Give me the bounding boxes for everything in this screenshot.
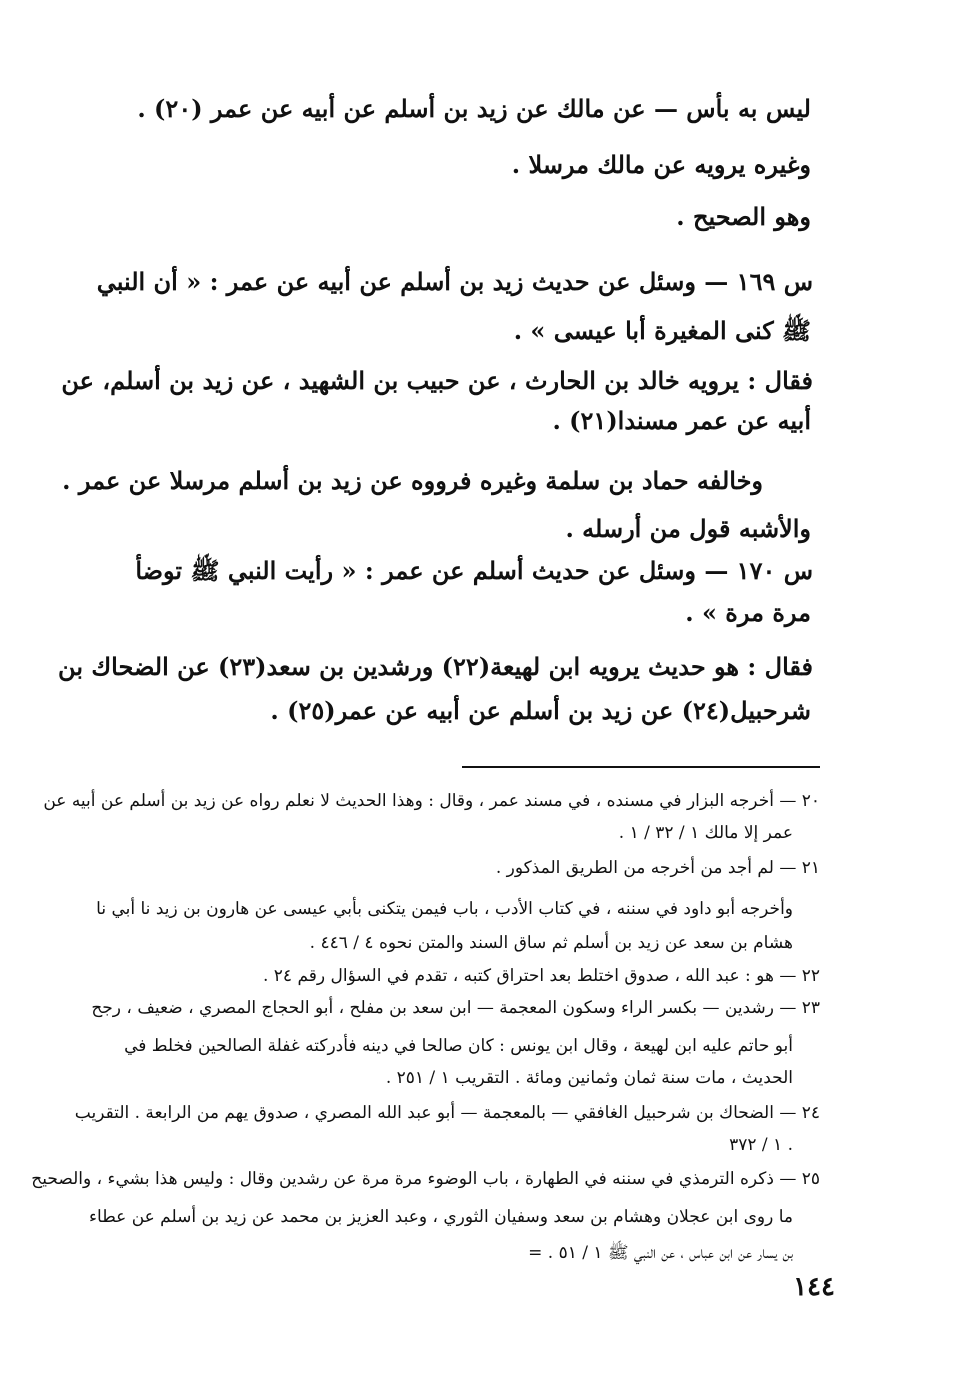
body-line-1: ليس به بأس — عن مالك عن زيد بن أسلم عن أبيه عن عمر (٢٠) . xyxy=(137,94,811,123)
body-line-question-170: س ١٧٠ — وسئل عن حديث أسلم عن عمر : « رأيت النبي ﷺ توضأ xyxy=(135,556,813,585)
page-number: ١٤٤ xyxy=(793,1272,835,1302)
body-line-13: شرحبيل(٢٤) عن زيد بن أسلم عن أبيه عن عمر(٢٥) . xyxy=(270,696,811,725)
body-line-5: ﷺ كنى المغيرة أبا عيسى » . xyxy=(513,316,811,345)
body-line-3: وهو الصحيح . xyxy=(676,202,811,231)
footnote-25-line-2: ما روى ابن عجلان وهشام بن سعد وسفيان الثوري ، وعبد العزيز بن محمد عن زيد بن أسلم عن عطاء xyxy=(89,1207,793,1227)
body-line-11: مرة مرة » . xyxy=(685,598,811,627)
footnote-24-line-1: ٢٤ — الضحاك بن شرحبيل الغافقي — بالمعجمة — أبو عبد الله المصري ، صدوق يهم من الرابعة . التقريب xyxy=(74,1103,820,1123)
body-line-2: وغيره يرويه عن مالك مرسلا . xyxy=(511,150,811,179)
footnote-21-line-1: ٢١ — لم أجد من أخرجه من الطريق المذكور . xyxy=(495,858,820,878)
footnote-20-line-2: عمر إلا مالك ١ / ٣٢ / ١ . xyxy=(618,823,793,843)
body-line-answer-170: فقال : هو حديث يرويه ابن لهيعة(٢٢) ورشدين بن سعد(٢٣) عن الضحاك بن xyxy=(58,652,813,681)
footnote-20-line-1: ٢٠ — أخرجه البزار في مسنده ، في مسند عمر ، وقال : وهذا الحديث لا نعلم رواه عن زيد بن أسلم عن أبيه عن xyxy=(43,791,820,811)
body-line-question-169: س ١٦٩ — وسئل عن حديث زيد بن أسلم عن أبيه عن عمر : « أن النبي xyxy=(96,267,813,296)
body-line-7: أبيه عن عمر مسندا(٢١) . xyxy=(552,406,811,435)
footnote-21-line-2: وأخرجه أبو داود في سننه ، في كتاب الأدب ، باب فيمن يتكنى بأبي عيسى عن هارون بن زيد نا أبي نا xyxy=(96,899,793,919)
body-line-8: وخالفه حماد بن سلمة وغيره فرووه عن زيد بن أسلم مرسلا عن عمر . xyxy=(62,466,763,495)
footnote-25-line-1: ٢٥ — ذكره الترمذي في سننه في الطهارة ، باب الوضوء مرة مرة عن رشدين وقال : وليس هذا بشيء ، والصحيح xyxy=(31,1169,820,1189)
footnote-separator-rule xyxy=(462,766,820,768)
footnote-23-line-1: ٢٣ — رشدين — بكسر الراء وسكون المعجمة — ابن سعد بن مفلح ، أبو الحجاج المصري ، ضعيف ، رجح xyxy=(91,998,820,1018)
footnote-24-line-2: ١ / ٣٧٢ . xyxy=(729,1135,793,1155)
footnote-21-line-3: هشام بن سعد عن زيد بن أسلم ثم ساق السند والمتن نحوه ٤ / ٤٤٦ . xyxy=(309,933,793,953)
body-line-9: والأشبه قول من أرسله . xyxy=(565,514,811,543)
footnote-25-line-3: بن يسار عن ابن عباس ، عن النبي ﷺ ١ / ٥١ . = xyxy=(528,1243,793,1263)
footnote-23-line-2: أبو حاتم عليه ابن لهيعة ، وقال ابن يونس : كان صالحا في دينه فأدركته غفلة الصالحين فخلط في xyxy=(124,1036,793,1056)
footnote-23-line-3: الحديث ، مات سنة ثمان وثمانين ومائة . التقريب ١ / ٢٥١ . xyxy=(385,1068,793,1088)
footnote-22: ٢٢ — هو : عبد الله ، صدوق اختلط بعد احتراق كتبه ، تقدم في السؤال رقم ٢٤ . xyxy=(262,966,820,986)
body-line-answer-169: فقال : يرويه خالد بن الحارث ، عن حبيب بن الشهيد ، عن زيد بن أسلم، عن xyxy=(61,366,813,395)
